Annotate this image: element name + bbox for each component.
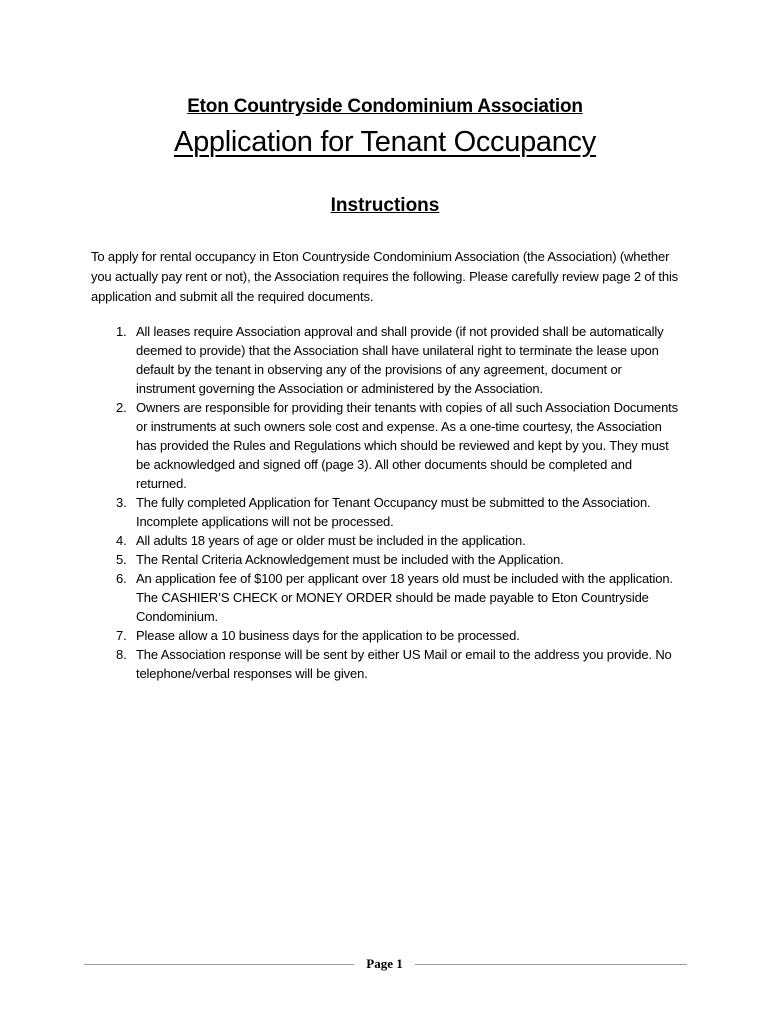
list-item-number: 4. (116, 533, 127, 548)
list-item (91, 322, 691, 398)
list-item (91, 493, 691, 531)
list-item-text: The fully completed Application for Tenant Occupancy must be submitted to the Association. Incomplete applications will not be processed. (136, 495, 651, 529)
page-title: Application for Tenant Occupancy (174, 126, 596, 158)
footer-divider-right (415, 964, 687, 965)
list-item (91, 645, 691, 683)
list-item (91, 550, 691, 569)
organization-name: Eton Countryside Condominium Association (187, 96, 583, 117)
footer-divider-left (84, 964, 354, 965)
list-item-number: 1. (116, 324, 127, 339)
list-item-number: 6. (116, 571, 127, 586)
list-item-text: All adults 18 years of age or older must be included in the application. (136, 533, 526, 548)
list-item-text: Owners are responsible for providing their tenants with copies of all such Association Documents or instruments at such owners sole cost and expense. As a one-time courtesy, the Association has provided the Rules and Regulations which should be reviewed and kept by you. They must be acknowledged and signed off (page 3). All other documents should be completed and returned. (136, 400, 678, 491)
list-item (91, 531, 691, 550)
section-heading: Instructions (330, 195, 440, 216)
list-item-text: Please allow a 10 business days for the application to be processed. (136, 628, 520, 643)
list-item-text: The Association response will be sent by either US Mail or email to the address you provide. No telephone/verbal responses will be given. (136, 647, 672, 681)
list-item (91, 626, 691, 645)
list-item (91, 569, 691, 626)
list-item-number: 2. (116, 400, 127, 415)
list-item-text: All leases require Association approval and shall provide (if not provided shall be automatically deemed to provide) that the Association shall have unilateral right to terminate the lease upon default by the tenant in observing any of the provisions of any agreement, document or instrument governing the Association or administered by the Association. (136, 324, 664, 396)
list-item (91, 398, 691, 493)
list-item-text: An application fee of $100 per applicant over 18 years old must be included with the application. The CASHIER’S CHECK or MONEY ORDER should be made payable to Eton Countryside Condominium. (136, 571, 673, 624)
list-item-number: 7. (116, 628, 127, 643)
requirements-list (91, 322, 691, 683)
page-number: Page 1 (366, 956, 403, 971)
intro-paragraph: To apply for rental occupancy in Eton Countryside Condominium Association (the Association) (whether you actually pay rent or not), the Association requires the following. Please carefully review page 2 of this application and submit all the required documents. (91, 249, 679, 304)
list-item-number: 5. (116, 552, 127, 567)
list-item-number: 8. (116, 647, 127, 662)
list-item-text: The Rental Criteria Acknowledgement must be included with the Application. (136, 552, 564, 567)
list-item-number: 3. (116, 495, 127, 510)
